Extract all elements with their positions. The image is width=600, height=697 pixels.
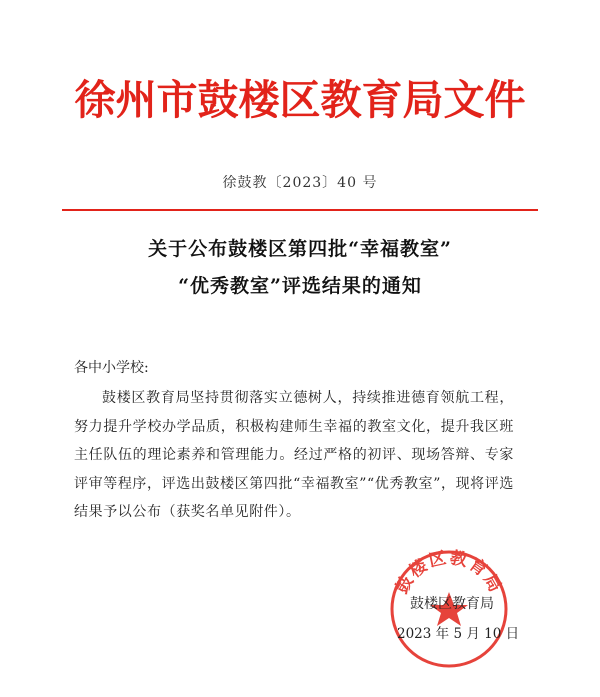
header-divider bbox=[62, 209, 538, 211]
document-issuer-header: 徐州市鼓楼区教育局文件 bbox=[74, 76, 526, 124]
signature-organization: 鼓楼区教育局 bbox=[410, 596, 494, 612]
seal-text bbox=[392, 548, 506, 597]
document-number: 徐鼓教〔2023〕40 号 bbox=[222, 175, 378, 191]
signature-date: 2023 年 5 月 10 日 bbox=[397, 626, 520, 642]
notice-title-line-2: “优秀教室”评选结果的通知 bbox=[178, 275, 422, 297]
notice-title-line-1: 关于公布鼓楼区第四批“幸福教室” bbox=[148, 238, 452, 260]
notice-body-paragraph: 鼓楼区教育局坚持贯彻落实立德树人，持续推进德育领航工程，努力提升学校办学品质，积极构建师生幸福的教室文化，提升我区班主任队伍的理论素养和管理能力。经过严格的初评、现场答辩、专家评审等程序，评选出鼓楼区第四批“幸福教室”“优秀教室”，现将评选结果予以公布（获奖名单见附件）。 bbox=[74, 390, 514, 520]
salutation: 各中小学校: bbox=[74, 360, 149, 376]
seal-text-path: 鼓楼区教育局 bbox=[392, 548, 506, 598]
